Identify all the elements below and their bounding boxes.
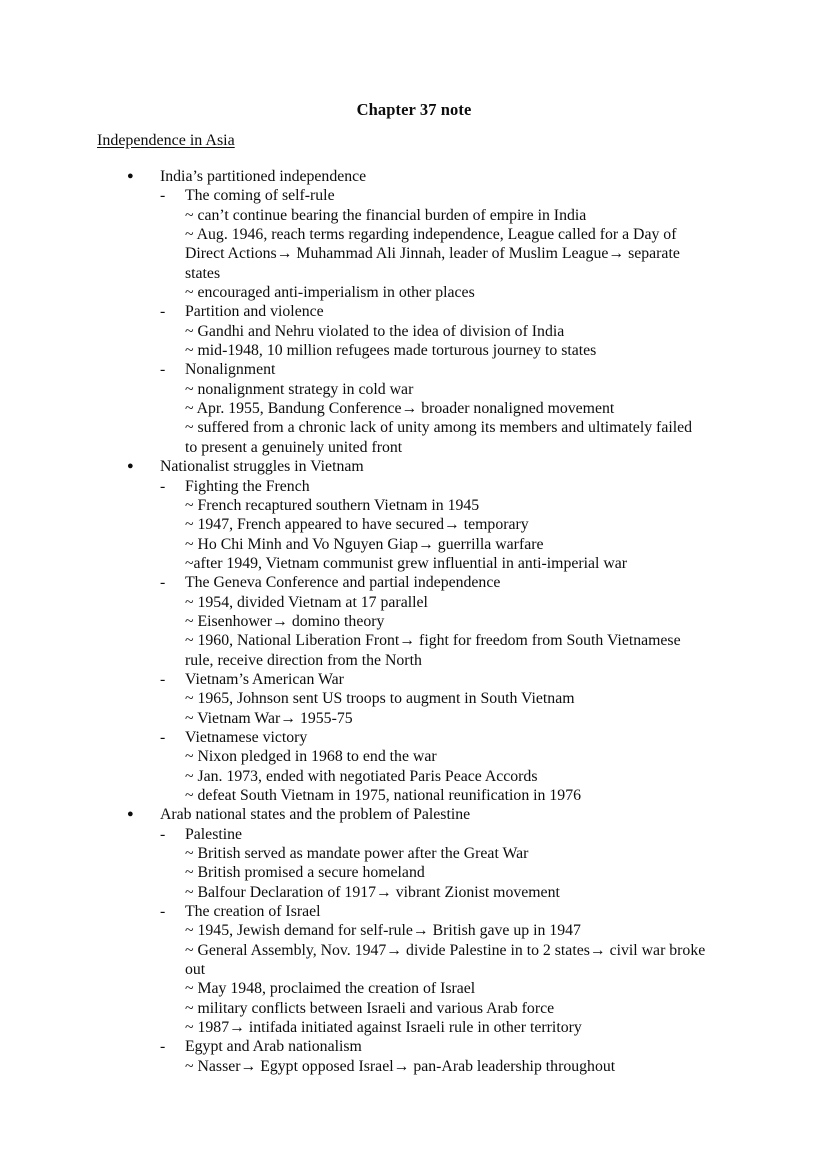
outline-item-level-3	[97, 786, 707, 805]
outline-item-level-3	[97, 941, 707, 980]
outline-item-text: India’s partitioned independence	[160, 168, 367, 185]
outline-item-text: Arab national states and the problem of Palestine	[160, 806, 471, 824]
outline-item-text: ~ British promised a secure homeland	[185, 864, 425, 882]
outline-item-level-3	[97, 515, 707, 534]
page-title: Chapter 37 note	[356, 100, 472, 119]
outline-item-level-3	[97, 554, 707, 573]
outline-item-text: ~after 1949, Vietnam communist grew influential in anti-imperial war	[185, 554, 628, 572]
outline-item-level-2	[97, 1037, 707, 1056]
outline-item-text: ~ encouraged anti-imperialism in other places	[185, 284, 475, 302]
outline-item-level-3	[97, 689, 707, 708]
outline-item-text: ~ 1965, Johnson sent US troops to augment in South Vietnam	[185, 690, 575, 708]
outline-item-text: ~ British served as mandate power after the Great War	[185, 845, 529, 863]
outline-item-level-2	[97, 477, 707, 496]
outline-item-text: ~ Jan. 1973, ended with negotiated Paris Peace Accords	[185, 767, 538, 785]
dash-marker: -	[160, 477, 166, 495]
outline-item-text: ~ Ho Chi Minh and Vo Nguyen Giap→ guerrilla warfare	[185, 535, 544, 553]
outline-item-text: Vietnam’s American War	[185, 670, 344, 688]
dash-marker: -	[160, 728, 166, 746]
outline-item-level-3	[97, 979, 707, 998]
outline-item-level-3	[97, 999, 707, 1018]
outline-item-level-2	[97, 728, 707, 747]
outline-item-level-3	[97, 225, 707, 283]
dash-marker: -	[160, 825, 166, 843]
outline-item-level-3	[97, 341, 707, 360]
outline-list	[97, 167, 707, 1076]
outline-item-level-1	[97, 805, 707, 824]
outline-item-text: The coming of self-rule	[185, 187, 335, 205]
outline-item-level-3	[97, 863, 707, 882]
outline-item-text: ~ 1947, French appeared to have secured→ temporary	[185, 516, 529, 534]
outline-item-level-2	[97, 573, 707, 592]
outline-item-level-1	[97, 167, 707, 186]
outline-item-text: ~ suffered from a chronic lack of unity among its members and ultimately failed to present a genuinely united front	[185, 419, 693, 456]
dash-marker: -	[160, 574, 166, 592]
outline-item-level-2	[97, 670, 707, 689]
outline-item-level-3	[97, 612, 707, 631]
outline-item-text: ~ mid-1948, 10 million refugees made torturous journey to states	[185, 342, 597, 360]
outline-item-level-3	[97, 206, 707, 225]
outline-item-text: ~ defeat South Vietnam in 1975, national reunification in 1976	[185, 787, 582, 804]
outline-item-text: ~ Eisenhower→ domino theory	[185, 612, 385, 630]
outline-item-level-3	[97, 593, 707, 612]
outline-item-level-3	[97, 535, 707, 554]
outline-item-level-3	[97, 380, 707, 399]
dash-marker: -	[160, 187, 166, 205]
outline-item-text: ~ military conflicts between Israeli and various Arab force	[185, 999, 555, 1017]
outline-item-level-2	[97, 360, 707, 379]
outline-item-text: ~ Apr. 1955, Bandung Conference→ broader nonaligned movement	[185, 400, 615, 418]
outline-item-text: ~ Nasser→ Egypt opposed Israel→ pan-Arab leadership throughout	[185, 1057, 616, 1075]
outline-item-text: The creation of Israel	[185, 903, 321, 921]
outline-item-text: ~ Nixon pledged in 1968 to end the war	[185, 748, 437, 766]
bullet-marker: ●	[127, 808, 134, 821]
outline-item-text: Nonalignment	[185, 361, 276, 379]
outline-item-level-3	[97, 921, 707, 940]
outline-item-text: ~ can’t continue bearing the financial burden of empire in India	[185, 206, 587, 224]
outline-item-level-3	[97, 418, 707, 457]
outline-item-level-2	[97, 302, 707, 321]
dash-marker: -	[160, 303, 166, 321]
outline-item-text: ~ 1987→ intifada initiated against Israeli rule in other territory	[185, 1019, 582, 1037]
outline-item-text: ~ Balfour Declaration of 1917→ vibrant Zionist movement	[185, 883, 560, 901]
section-heading: Independence in Asia	[97, 132, 235, 149]
outline-item-text: ~ 1954, divided Vietnam at 17 parallel	[185, 593, 428, 611]
outline-item-level-2	[97, 825, 707, 844]
bullet-marker: ●	[127, 170, 134, 182]
outline-item-text: Egypt and Arab nationalism	[185, 1038, 362, 1056]
dash-marker: -	[160, 361, 166, 379]
outline-item-text: Fighting the French	[185, 477, 310, 495]
outline-item-level-3	[97, 883, 707, 902]
bullet-marker: ●	[127, 460, 134, 473]
outline-item-text: ~ Vietnam War→ 1955-75	[185, 709, 353, 727]
outline-item-text: Vietnamese victory	[185, 728, 308, 746]
outline-item-level-2	[97, 186, 707, 205]
dash-marker: -	[160, 1038, 166, 1056]
outline-item-text: Nationalist struggles in Vietnam	[160, 458, 364, 476]
outline-item-text: ~ Gandhi and Nehru violated to the idea of division of India	[185, 322, 565, 340]
outline-item-level-3	[97, 399, 707, 418]
outline-item-level-3	[97, 767, 707, 786]
outline-item-level-3	[97, 747, 707, 766]
outline-item-text: Palestine	[185, 825, 243, 843]
outline-item-text: ~ French recaptured southern Vietnam in 1945	[185, 496, 480, 514]
outline-item-text: ~ nonalignment strategy in cold war	[185, 380, 414, 398]
outline-item-level-3	[97, 1018, 707, 1037]
outline-item-level-2	[97, 902, 707, 921]
outline-item-text: ~ General Assembly, Nov. 1947→ divide Palestine in to 2 states→ civil war broke out	[185, 941, 706, 979]
dash-marker: -	[160, 670, 166, 688]
outline-item-text: ~ 1960, National Liberation Front→ fight for freedom from South Vietnamese rule, receive direction from the North	[185, 632, 681, 669]
outline-item-level-3	[97, 283, 707, 302]
outline-item-level-3	[97, 496, 707, 515]
dash-marker: -	[160, 903, 166, 921]
outline-item-text: Partition and violence	[185, 303, 324, 321]
outline-item-text: ~ Aug. 1946, reach terms regarding independence, League called for a Day of Direct Actions→ Muhammad Ali Jinnah, leader of Muslim League→ separate states	[185, 226, 680, 282]
outline-item-level-3	[97, 631, 707, 670]
outline-item-level-3	[97, 709, 707, 728]
outline-item-level-3	[97, 322, 707, 341]
outline-item-level-3	[97, 1057, 707, 1076]
outline-item-text: ~ May 1948, proclaimed the creation of Israel	[185, 980, 476, 998]
outline-item-text: ~ 1945, Jewish demand for self-rule→ British gave up in 1947	[185, 922, 581, 940]
outline-item-level-3	[97, 844, 707, 863]
outline-item-level-1	[97, 457, 707, 476]
outline-item-text: The Geneva Conference and partial independence	[185, 574, 501, 592]
